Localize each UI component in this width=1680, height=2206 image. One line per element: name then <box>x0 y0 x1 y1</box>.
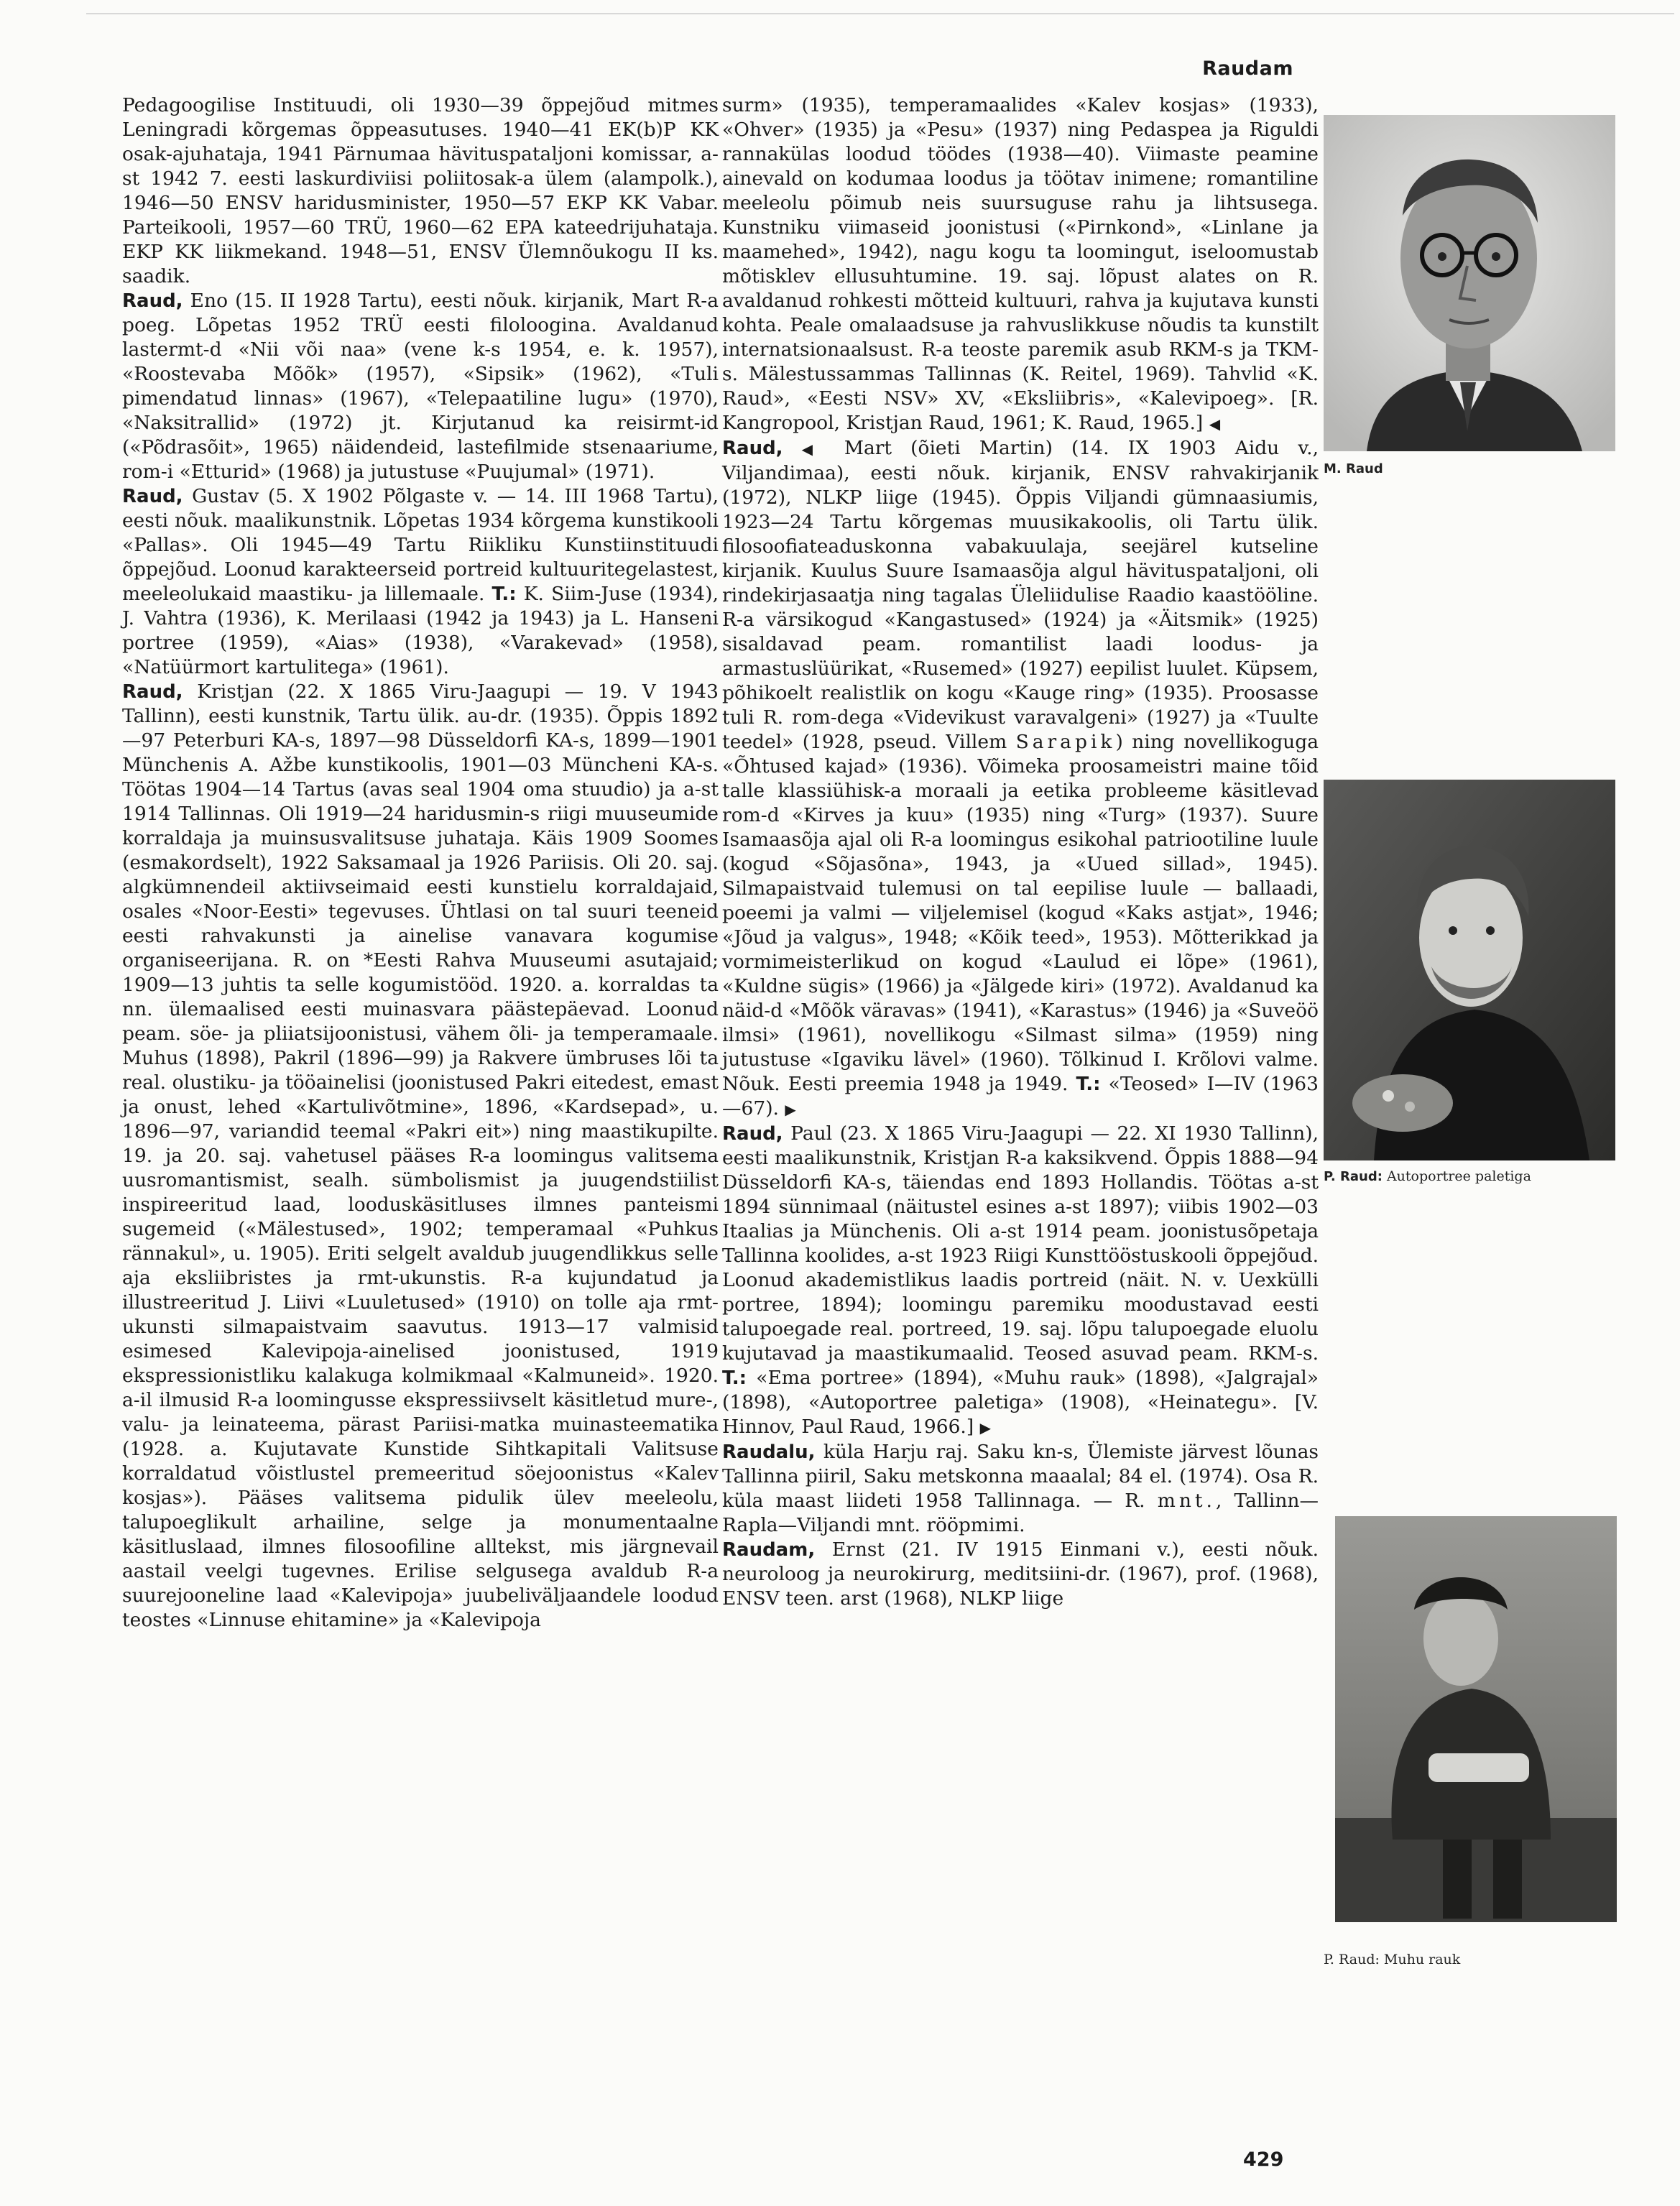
text-column-right <box>722 93 1319 1611</box>
entry-raud-mart: Raud, ◀ Mart (õieti Martin) (14. IX 1903 Aidu v., Viljandimaa), eesti nõuk. kirjanik, ENSV rahvakirjanik (1972), NLKP liige (1945). Õppis Viljandi gümnaasiumis, 1923—24 Tartu kõrgemas muusikakoolis, oli Tartu ülik. filosoofiateaduskonna vabakuulaja, seejärel kutseline kirjanik. Kuulus Suure Isamaasõja algul hävituspataljoni, oli rindekirjasaatja ning tagalas Üleliidulise Raadio kaastööline. R-a värsikogud «Kangastused» (1924) ja «Äitsmik» (1925) sisaldavad peam. romantilist laadi loodus- ja armastuslüürikat, «Rusemed» (1927) eepilist luulet. Küpsem, põhikoelt realistlik on kogu «Kauge ring» (1935). Proosasse tuli R. rom-dega «Videvikust varavalgeni» (1927) ja «Tuulte teedel» (1928, pseud. Villem Sarapik) ning novellikoguga «Õhtused kajad» (1936). Võimeka proosameistri maine tõid talle klassiühisk-a moraali ja eetika probleeme käsitlevad rom-d «Kirves ja kuu» (1935) ning «Turg» (1937). Suure Isamaasõja ajal oli R-a loomingus esikohal patriootiline luule (kogud «Sõjasõna», 1943, ja «Uued sillad», 1945). Silmapaistvaid tulemusi on tal eepilise luule — ballaadi, poeemi ja valmi — viljelemisel (kogud «Kaks astjat», 1946; «Jõud ja valgus», 1948; «Kõik teed», 1953). Mõtterikkad ja vormimeisterlikud on kogud «Laulud ei lõpe» (1961), «Kuldne sügis» (1966) ja «Jälgede kiri» (1972). Avaldanud ka näid-d «Mõõk väravas» (1941), «Karastus» (1946) ja «Suveöö ilmsi» (1961), novellikogu «Silmast silma» (1959) ning jutustuse «Igaviku lävel» (1960). Tõlkinud I. Krõlovi valme. Nõuk. Eesti preemia 1948 ja 1949. T.: «Teosed» I—IV (1963—67). ▶ <box>722 437 1319 1120</box>
caption-m-raud: M. Raud <box>1324 461 1383 476</box>
entry-head: Raud, <box>122 681 183 703</box>
entry-raud-kristjan-continued: surm» (1935), temperamaalides «Kalev kosjas» (1933), «Ohver» (1935) ja «Pesu» (1937) ning Pedaspea ja Riguldi rannakülas loodud töödes (1938—40). Viimaste peamine ainevald on kodumaa loodus ja töötav inimene; romantiline meeleolu põimub neis suursuguse rahu ja lihtsusega. Kunstniku viimaseid joonistusi («Pirnkond», «Linlane ja maamehed», 1942), nagu kogu ta loomingut, iseloomustab mõtisklev ellusuhtumine. 19. saj. lõpust alates on R. avaldanud rohkesti mõtteid kultuuri, rahva ja kujutava kunsti kohta. Peale omalaadsuse ja rahvuslikkuse nõudis ta kunstilt internatsionaalsust. R-a teoste paremik asub RKM-s ja TKM-s. Mälestussammas Tallinnas (K. Reitel, 1969). Tahvlid «K. Raud», «Eesti NSV» XV, «Eksliibris», «Kalevipoeg». [R. Kangropool, Kristjan Raud, 1961; K. Raud, 1965.] ◀ <box>722 94 1319 434</box>
top-rule <box>86 13 1674 14</box>
entry-head: Raud, <box>722 1123 783 1145</box>
page-number: 429 <box>1243 2149 1284 2171</box>
portrait-illustration <box>1324 115 1615 451</box>
entry-raudalu: Raudalu, küla Harju raj. Saku kn-s, Ülemiste järvest lõunas Tallinna piiril, Saku metskonna maaalal; 84 el. (1974). Osa R. küla maast liideti 1958 Tallinnaga. — R. mnt., Tallinn—Rapla—Viljandi mnt. rööpmimi. <box>722 1441 1319 1536</box>
entry-raud-kristjan: Raud, Kristjan (22. X 1865 Viru-Jaagupi — 19. V 1943 Tallinn), eesti kunstnik, Tartu ülik. au-dr. (1935). Õppis 1892—97 Peterburi KA-s, 1897—98 Düsseldorfi KA-s, 1899—1901 Münchenis A. Ažbe kunstikoolis, 1901—03 Müncheni KA-s. Töötas 1904—14 Tartus (avas seal 1904 oma stuudio) ja a-st 1914 Tallinnas. Oli 1919—24 haridusmin-s riigi muuseumide korraldaja ja muinsusvalitsuse juhataja. Käis 1909 Soomes (esmakordselt), 1922 Saksamaal ja 1926 Pariisis. Oli 20. saj. algkümnendeil aktiivseimaid eesti kunstielu korraldajaid, osales «Noor-Eesti» tegevuses. Ühtlasi on tal suuri teeneid eesti rahvakunsti ja ainelise vanavara kogumise organiseerijana. R. on *Eesti Rahva Muuseumi asutajaid; 1909—13 juhtis ta selle kogumistööd. 1920. a. korraldas ta nn. ülemaalised eesti muinasvara päästepäevad. Loonud peam. söe- ja pliiatsijoonistusi, vähem õli- ja temperamaale. Muhus (1898), Pakril (1896—99) ja Rakvere ümbruses lõi ta real. olustiku- ja tööainelisi (joonistused Pakri eitedest, emast ja onust, lehed «Kartulivõtmine», 1896, «Kardsepad», u. 1896—97, variandid teemal «Pakri eit») ning maastikupilte. 19. ja 20. saj. vahetusel pääses R-a loomingus valitsema uusromantismist, sealh. sümbolismist ja juugendstiilist inspireeritud laad, looduskäsitluses ilmnes panteismi sugemeid («Mälestused», 1902; temperamaal «Puhkus rännakul», u. 1905). Eriti selgelt avaldub juugendlikkus selle aja eksliibristes ja rmt-ukunstis. R-a kujundatud ja illustreeritud J. Liivi «Luuletused» (1910) on tolle aja rmt-ukunsti silmapaistvaim saavutus. 1913—17 valmisid esimesed Kalevipoja-ainelised joonistused, 1919 ekspressionistliku kalakuga kolmikmaal «Kalmuneid». 1920. a-il ilmusid R-a loomingusse ekspressiivselt käsitletud mure-, valu- ja leinateema, pärast Pariisi-matka muinasteematika (1928. a. Kujutavate Kunstide Sihtkapitali Valitsuse korraldatud võistlustel premeeritud söejoonistus «Kalev kosjas»). Pääses valitsema pidulik ülev meeleolu, talupoeglikult arhailine, selge ja monumentaalne käsitluslaad, ilmnes filosoofiline alltekst, mis järgnevail aastail veelgi tugevnes. Erilise selgusega avaldub R-a suurejooneline laad «Kalevipoja» juubeliväljaandele loodud teostes «Linnuse ehitamine» ja «Kalevipoja <box>122 680 719 1631</box>
painting-illustration <box>1324 780 1615 1160</box>
running-head: Raudam <box>1202 57 1293 80</box>
caption-p-raud-autoportree: P. Raud: Autoportree paletiga <box>1324 1168 1531 1184</box>
entry-head: Raudalu, <box>722 1441 816 1463</box>
entry-raudam: Raudam, Ernst (21. IV 1915 Einmani v.), eesti nõuk. neuroloog ja neurokirurg, meditsiini-dr. (1967), prof. (1968), ENSV teen. arst (1968), NLKP liige <box>722 1538 1319 1610</box>
entry-head: Raud, <box>722 438 783 459</box>
back-reference-icon: ◀ <box>801 440 826 458</box>
photo-p-raud-autoportree <box>1324 780 1615 1160</box>
paragraph-intro: Pedagoogilise Instituudi, oli 1930—39 õppejõud mitmes Leningradi kõrgemas õppeasutuses. 1940—41 EK(b)P KK osak-ajuhataja, 1941 Pärnumaa hävituspataljoni komissar, a-st 1942 7. eesti laskurdiviisi poliitosak-a ülem (alampolk.), 1946—50 ENSV haridusminister, 1950—57 EKP KK Vabar. Parteikooli, 1957—60 TRÜ, 1960—62 EPA kateedrijuhataja. EKP KK liikmekand. 1948—51, ENSV Ülemnõukogu II ks. saadik. <box>122 94 719 287</box>
photo-m-raud <box>1324 115 1615 451</box>
back-reference-icon: ◀ <box>1209 415 1221 433</box>
painting-illustration <box>1335 1516 1617 1922</box>
forward-reference-icon: ▶ <box>979 1419 992 1436</box>
caption-p-raud-muhu-rauk: P. Raud: Muhu rauk <box>1324 1952 1461 1967</box>
entry-raud-paul: Raud, Paul (23. X 1865 Viru-Jaagupi — 22. XI 1930 Tallinn), eesti maalikunstnik, Kristjan R-a kaksikvend. Õppis 1888—94 Düsseldorfi KA-s, täiendas end 1893 Hollandis. Töötas a-st 1894 sünnimaal (näitustel esines a-st 1897); viibis 1902—03 Itaalias ja Münchenis. Oli a-st 1914 peam. joonistusõpetaja Tallinna koolides, a-st 1923 Riigi Kunsttööstuskooli õppejõud. Loonud akademistlikus laadis portreid (näit. N. v. Uexkülli portree, 1894); loomingu paremiku moodustavad eesti talupoegade real. portreed, 19. saj. lõpu talupoegade eluolu kujutavad ja maastikumaalid. Teosed asuvad peam. RKM-s. T.: «Ema portree» (1894), «Muhu rauk» (1898), «Jalgrajal» (1898), «Autoportree paletiga» (1908), «Heinategu». [V. Hinnov, Paul Raud, 1966.] ▶ <box>722 1122 1319 1438</box>
forward-reference-icon: ▶ <box>785 1101 796 1118</box>
entry-raud-eno: Raud, Eno (15. II 1928 Tartu), eesti nõuk. kirjanik, Mart R-a poeg. Lõpetas 1952 TRÜ eesti filoloogina. Avaldanud lastermt-d «Nii või naa» (vene k-s 1954, e. k. 1957), «Roostevaba Mõõk» (1957), «Sipsik» (1962), «Tuli pimendatud linnas» (1967), «Telepaatiline lugu» (1970), «Naksitrallid» (1972) jt. Kirjutanud ka reisirmt-id («Põdrasõit», 1965) näidendeid, lastefilmide stsenaariume, rom-i «Etturid» (1968) ja jutustuse «Puujumal» (1971). <box>122 290 719 483</box>
entry-head: Raudam, <box>722 1539 816 1561</box>
entry-raud-gustav: Raud, Gustav (5. X 1902 Põlgaste v. — 14. III 1968 Tartu), eesti nõuk. maalikunstnik. Lõpetas 1934 kõrgema kunstikooli «Pallas». Oli 1945—49 Tartu Riikliku Kunstiinstituudi õppejõud. Loonud karakteerseid portreid kultuuritegelastest, meeleolukaid maastiku- ja lillemaale. T.: K. Siim-Juse (1934), J. Vahtra (1936), K. Merilaasi (1942 ja 1943) ja L. Hanseni portree (1959), «Aias» (1938), «Varakevad» (1958), «Natüürmort kartulitega» (1961). <box>122 485 719 678</box>
entry-head: Raud, <box>122 486 183 507</box>
photo-p-raud-muhu-rauk <box>1335 1516 1617 1922</box>
entry-head: Raud, <box>122 290 183 312</box>
text-column-left <box>122 93 719 1633</box>
